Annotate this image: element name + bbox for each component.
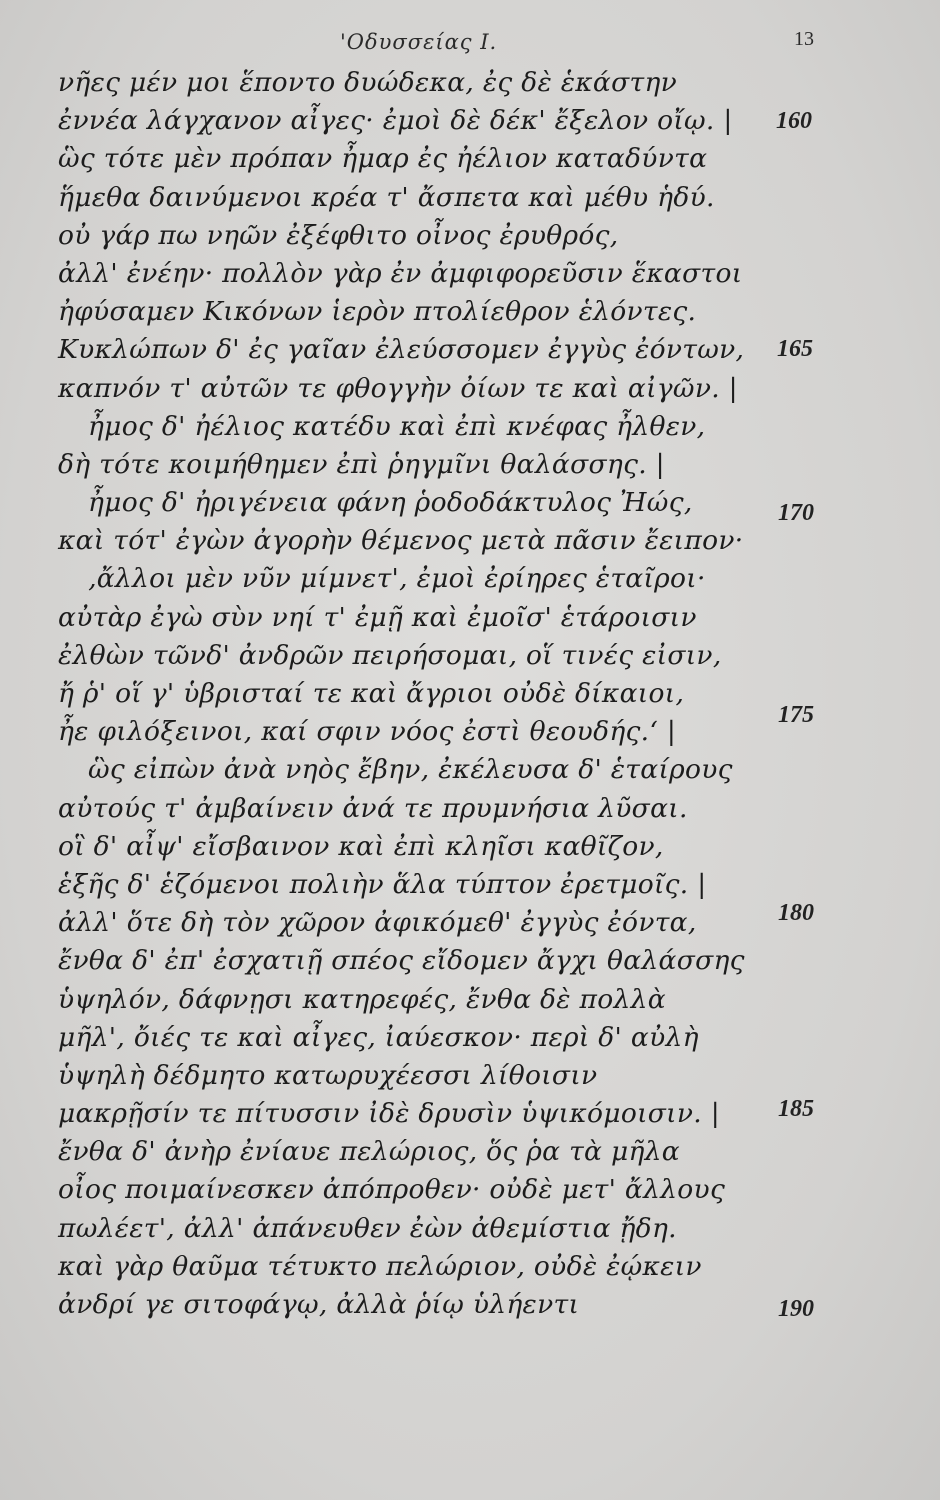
verse-line: καὶ γὰρ θαῦμα τέτυκτο πελώριον, οὐδὲ ἐῴκειν: [58, 1250, 702, 1282]
verse-line: μῆλ', ὄιές τε καὶ αἶγες, ἰαύεσκον· περὶ δ' αὐλὴ: [58, 1021, 699, 1053]
line-number: 175: [778, 702, 814, 728]
line-number: 160: [776, 108, 812, 134]
line-number: 180: [778, 900, 814, 926]
page-number: 13: [794, 28, 814, 50]
running-title: 'Οδυσσείας Ι.: [340, 30, 498, 54]
verse-line: ἥμεθα δαινύμενοι κρέα τ' ἄσπετα καὶ μέθυ ἡδύ.: [58, 181, 715, 213]
verse-line: ‚ἄλλοι μὲν νῦν μίμνετ', ἐμοὶ ἐρίηρες ἑταῖροι·: [88, 563, 706, 595]
verse-line: νῆες μέν μοι ἕποντο δυώδεκα, ἐς δὲ ἑκάστην: [58, 67, 678, 98]
verse-line: ἐλθὼν τῶνδ' ἀνδρῶν πειρήσομαι, οἵ τινές εἰσιν,: [58, 639, 722, 671]
verse-line: ἦε φιλόξεινοι, καί σφιν νόος ἐστὶ θεουδής.ʻ |: [58, 716, 677, 748]
verse-line: ἔνθα δ' ἀνὴρ ἐνίαυε πελώριος, ὅς ῥα τὰ μῆλα: [58, 1136, 680, 1168]
verse-line: Κυκλώπων δ' ἐς γαῖαν ἐλεύσσομεν ἐγγὺς ἐόντων,: [58, 334, 745, 366]
line-number: 185: [778, 1096, 814, 1122]
verse-line: αὐτὰρ ἐγὼ σὺν νηί τ' ἐμῇ καὶ ἐμοῖσ' ἑτάροισιν: [58, 601, 697, 633]
verse-line: ἦμος δ' ἠέλιος κατέδυ καὶ ἐπὶ κνέφας ἦλθεν,: [88, 410, 706, 442]
verse-line: ἠφύσαμεν Κικόνων ἱερὸν πτολίεθρον ἑλόντες.: [58, 296, 697, 328]
verse-line: ὣς εἰπὼν ἀνὰ νηὸς ἔβην, ἐκέλευσα δ' ἑταίρους: [88, 754, 733, 786]
verse-line: καὶ τότ' ἐγὼν ἀγορὴν θέμενος μετὰ πᾶσιν ἔειπον·: [58, 525, 744, 557]
verse-line: ἀνδρί γε σιτοφάγῳ, ἀλλὰ ῥίῳ ὑλήεντι: [58, 1289, 580, 1320]
line-number: 190: [778, 1296, 814, 1322]
verse-text: [58, 64, 745, 1324]
verse-line: ἀλλ' ὅτε δὴ τὸν χῶρον ἀφικόμεθ' ἐγγὺς ἐόντα,: [58, 907, 697, 939]
verse-line: οὐ γάρ πω νηῶν ἐξέφθιτο οἶνος ἐρυθρός,: [58, 219, 619, 251]
verse-line: ὑψηλόν, δάφνῃσι κατηρεφές, ἔνθα δὲ πολλὰ: [58, 983, 666, 1015]
verse-line: ἤ ῥ' οἵ γ' ὑβρισταί τε καὶ ἄγριοι οὐδὲ δίκαιοι,: [58, 678, 685, 709]
verse-line: ὑψηλὴ δέδμητο κατωρυχέεσσι λίθοισιν: [58, 1059, 598, 1091]
verse-line: ἑξῆς δ' ἑζόμενοι πολιὴν ἅλα τύπτον ἐρετμοῖς. |: [58, 868, 707, 900]
verse-line: ἀλλ' ἐνέην· πολλὸν γὰρ ἐν ἀμφιφορεῦσιν ἕκαστοι: [58, 257, 743, 289]
verse-line: μακρῇσίν τε πίτυσσιν ἰδὲ δρυσὶν ὑψικόμοισιν. |: [58, 1098, 720, 1130]
verse-line: οἳ δ' αἶψ' εἴσβαινον καὶ ἐπὶ κληῖσι καθῖζον,: [58, 830, 664, 862]
verse-line: ἔνθα δ' ἐπ' ἐσχατιῇ σπέος εἴδομεν ἄγχι θαλάσσης: [58, 945, 745, 977]
verse-line: αὐτούς τ' ἀμβαίνειν ἀνά τε πρυμνήσια λῦσαι.: [58, 792, 688, 824]
verse-line: ὣς τότε μὲν πρόπαν ἦμαρ ἐς ἠέλιον καταδύντα: [58, 143, 708, 175]
verse-line: καπνόν τ' αὐτῶν τε φθογγὴν ὀίων τε καὶ αἰγῶν. |: [58, 372, 738, 404]
verse-line: ἦμος δ' ἠριγένεια φάνη ῥοδοδάκτυλος Ἠώς,: [88, 487, 693, 519]
verse-line: πωλέετ', ἀλλ' ἀπάνευθεν ἐὼν ἀθεμίστια ᾔδη.: [58, 1212, 677, 1244]
verse-line: δὴ τότε κοιμήθημεν ἐπὶ ῥηγμῖνι θαλάσσης. |: [58, 448, 665, 480]
line-number: 165: [777, 336, 813, 362]
verse-line: οἶος ποιμαίνεσκεν ἀπόπροθεν· οὐδὲ μετ' ἄλλους: [58, 1174, 726, 1206]
verse-line: ἐννέα λάγχανον αἶγες· ἐμοὶ δὲ δέκ' ἔξελον οἴῳ. |: [58, 105, 733, 137]
line-number: 170: [778, 500, 814, 526]
